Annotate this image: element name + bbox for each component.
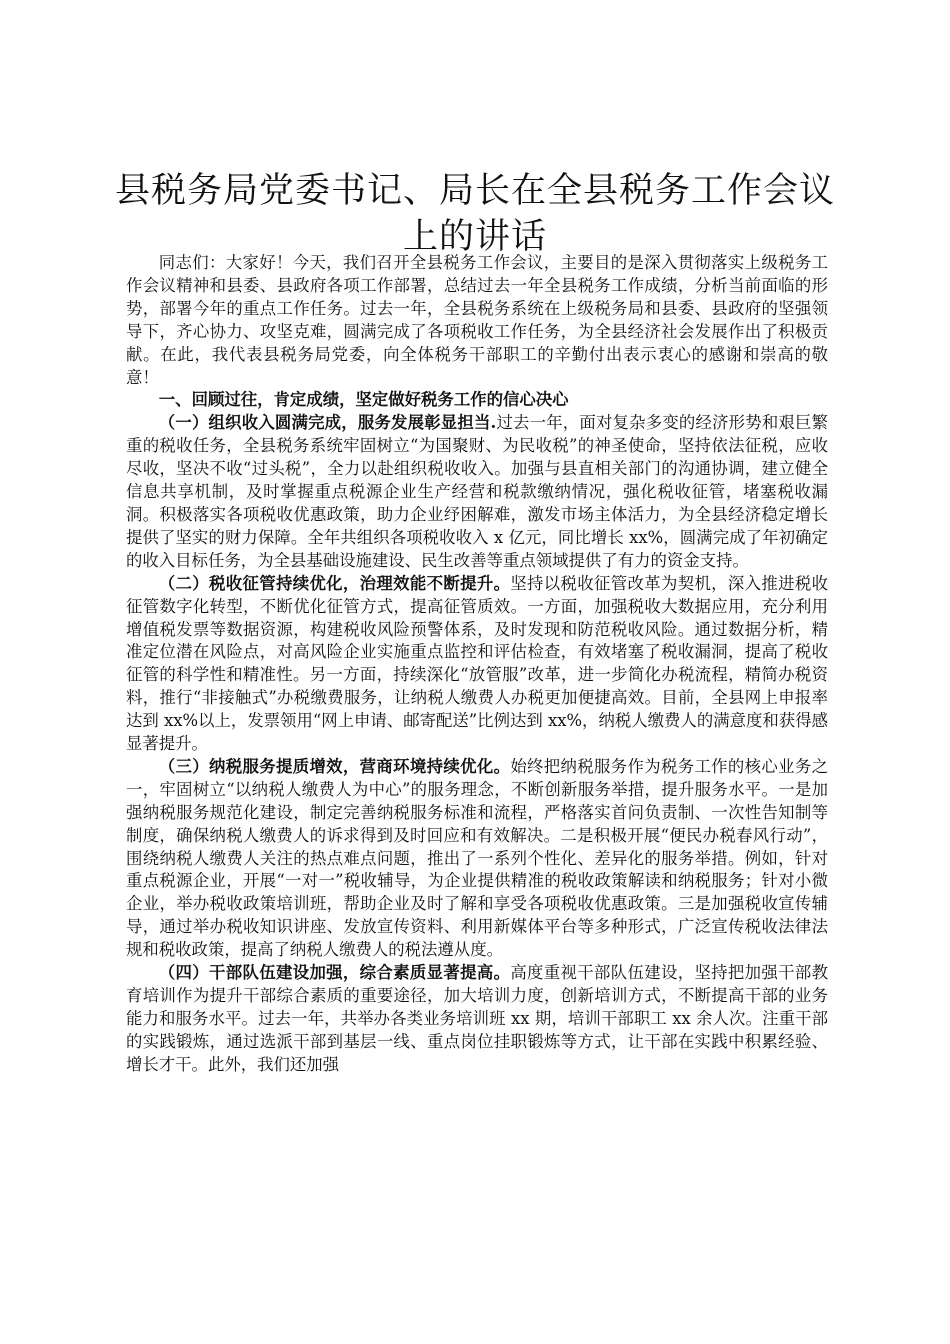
- paragraph-2-heading: （二）税收征管持续优化，治理效能不断提升。: [158, 573, 511, 593]
- paragraph-2: [126, 573, 828, 756]
- paragraph-3: [126, 756, 828, 962]
- paragraph-4: [126, 962, 828, 1077]
- paragraph-4-body: 高度重视干部队伍建设，坚持把加强干部教育培训作为提升干部综合素质的重要途径，加大培训力度，创新培训方式，不断提高干部的业务能力和服务水平。过去一年，共举办各类业务培训班 xx 期，培训干部职工 xx 余人次。注重干部的实践锻炼，通过选派干部到基层一线、重点岗位挂职锻炼等方式，让干部在实践中积累经验、增长才干。此外，我们还加强: [126, 963, 829, 1074]
- paragraph-1-body: 过去一年，面对复杂多变的经济形势和艰巨繁重的税收任务，全县税务系统牢固树立“为国聚财、为民收税”的神圣使命，坚持依法征税，应收尽收，坚决不收“过头税”，全力以赴组织税收收入。加强与县直相关部门的沟通协调，建立健全信息共享机制，及时掌握重点税源企业生产经营和税款缴纳情况，强化税收征管，堵塞税收漏洞。积极落实各项税收优惠政策，助力企业纾困解难，激发市场主体活力，为全县经济稳定增长提供了坚实的财力保障。全年共组织各项税收收入 x 亿元，同比增长 xx%，圆满完成了年初确定的收入目标任务，为全县基础设施建设、民生改善等重点领域提供了有力的资金支持。: [126, 413, 828, 570]
- paragraph-4-heading: （四）干部队伍建设加强，综合素质显著提高。: [158, 963, 511, 983]
- paragraph-3-heading: （三）纳税服务提质增效，营商环境持续优化。: [158, 756, 511, 776]
- paragraph-1-heading: （一）组织收入圆满完成，服务发展彰显担当.: [158, 413, 497, 433]
- paragraph-1: [126, 412, 828, 572]
- section-heading-1: 一、回顾过往，肯定成绩，坚定做好税务工作的信心决心: [158, 390, 569, 410]
- document-title: 县税务局党委书记、局长在全县税务工作会议上的讲话: [114, 171, 835, 257]
- paragraph-2-body: 坚持以税收征管改革为契机，深入推进税收征管数字化转型，不断优化征管方式，提高征管质效。一方面，加强税收大数据应用，充分利用增值税发票等数据资源，构建税收风险预警体系，及时发现和防范税收风险。通过数据分析，精准定位潜在风险点，对高风险企业实施重点监控和评估检查，有效堵塞了税收漏洞，提高了税收征管的科学性和精准性。另一方面，持续深化“放管服”改革，进一步简化办税流程，精简办税资料，推行“非接触式”办税缴费服务，让纳税人缴费人办税更加便捷高效。目前，全县网上申报率达到 xx%以上，发票领用“网上申请、邮寄配送”比例达到 xx%，纳税人缴费人的满意度和获得感显著提升。: [126, 573, 829, 754]
- document-body: [126, 252, 828, 1077]
- opening-paragraph: 同志们：大家好！今天，我们召开全县税务工作会议，主要目的是深入贯彻落实上级税务工作会议精神和县委、县政府各项工作部署，总结过去一年全县税务工作成绩，分析当前面临的形势，部署今年的重点工作任务。过去一年，全县税务系统在上级税务局和县委、县政府的坚强领导下，齐心协力、攻坚克难，圆满完成了各项税收工作任务，为全县经济社会发展作出了积极贡献。在此，我代表县税务局党委，向全体税务干部职工的辛勤付出表示衷心的感谢和崇高的敬意！: [126, 253, 828, 387]
- paragraph-3-body: 始终把纳税服务作为税务工作的核心业务之一，牢固树立“以纳税人缴费人为中心”的服务理念，不断创新服务举措，提升服务水平。一是加强纳税服务规范化建设，制定完善纳税服务标准和流程，严格落实首问负责制、一次性告知制等制度，确保纳税人缴费人的诉求得到及时回应和有效解决。二是积极开展“便民办税春风行动”，围绕纳税人缴费人关注的热点难点问题，推出了一系列个性化、差异化的服务举措。例如，针对重点税源企业，开展“一对一”税收辅导，为企业提供精准的税收政策解读和纳税服务；针对小微企业，举办税收政策培训班，帮助企业及时了解和享受各项税收优惠政策。三是加强税收宣传辅导，通过举办税收知识讲座、发放宣传资料、利用新媒体平台等多种形式，广泛宣传税收法律法规和税收政策，提高了纳税人缴费人的税法遵从度。: [126, 756, 829, 960]
